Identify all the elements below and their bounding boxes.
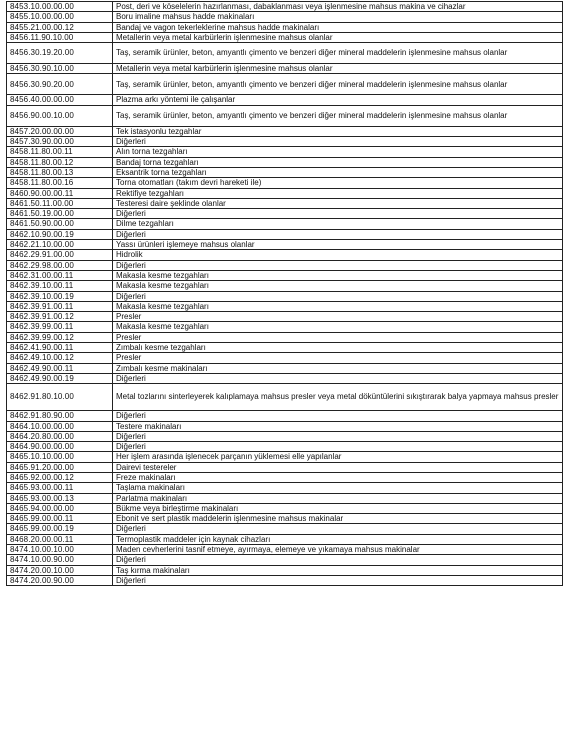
tariff-description: Ebonit ve sert plastik maddelerin işlenmesine mahsus makinalar xyxy=(113,514,563,524)
table-row xyxy=(7,545,563,555)
table-row xyxy=(7,462,563,472)
tariff-code: 8474.20.00.10.00 xyxy=(7,565,113,575)
tariff-code: 8462.39.10.00.19 xyxy=(7,291,113,301)
tariff-code: 8462.49.10.00.12 xyxy=(7,353,113,363)
tariff-code: 8458.11.80.00.13 xyxy=(7,167,113,177)
table-row xyxy=(7,281,563,291)
table-row xyxy=(7,431,563,441)
tariff-description: Diğerleri xyxy=(113,442,563,452)
table-row xyxy=(7,64,563,74)
table-row xyxy=(7,332,563,342)
tariff-description: Diğerleri xyxy=(113,373,563,383)
table-row xyxy=(7,167,563,177)
table-row xyxy=(7,363,563,373)
table-row xyxy=(7,260,563,270)
tariff-description: Freze makinaları xyxy=(113,472,563,482)
tariff-code: 8465.99.00.00.11 xyxy=(7,514,113,524)
table-row xyxy=(7,343,563,353)
tariff-description: Diğerleri xyxy=(113,575,563,585)
tariff-code: 8456.30.90.10.00 xyxy=(7,64,113,74)
tariff-description: Diğerleri xyxy=(113,209,563,219)
table-row xyxy=(7,373,563,383)
table-row xyxy=(7,312,563,322)
tariff-code: 8462.91.80.90.00 xyxy=(7,411,113,421)
tariff-code: 8462.39.91.00.11 xyxy=(7,301,113,311)
tariff-code: 8465.93.00.00.11 xyxy=(7,483,113,493)
table-row xyxy=(7,74,563,95)
table-row xyxy=(7,472,563,482)
tariff-code: 8462.21.10.00.00 xyxy=(7,240,113,250)
table-row xyxy=(7,137,563,147)
tariff-code: 8462.29.91.00.00 xyxy=(7,250,113,260)
tariff-description: Termoplastik maddeler için kaynak cihazları xyxy=(113,534,563,544)
tariff-table-body xyxy=(7,2,563,586)
table-row xyxy=(7,565,563,575)
tariff-description: Presler xyxy=(113,353,563,363)
tariff-table xyxy=(6,1,563,586)
tariff-description: Diğerleri xyxy=(113,260,563,270)
tariff-code: 8464.90.00.00.00 xyxy=(7,442,113,452)
tariff-code: 8468.20.00.00.11 xyxy=(7,534,113,544)
table-row xyxy=(7,514,563,524)
tariff-code: 8457.30.90.00.00 xyxy=(7,137,113,147)
tariff-description: Boru imaline mahsus hadde makinaları xyxy=(113,12,563,22)
tariff-code: 8456.11.90.10.00 xyxy=(7,32,113,42)
tariff-code: 8461.50.90.00.00 xyxy=(7,219,113,229)
tariff-description: Taş kırma makinaları xyxy=(113,565,563,575)
tariff-code: 8462.41.90.00.11 xyxy=(7,343,113,353)
tariff-description: Maden cevherlerini tasnif etmeye, ayırmaya, elemeye ve yıkamaya mahsus makinalar xyxy=(113,545,563,555)
tariff-description: Post, deri ve köselelerin hazırlanması, dabaklanması veya işlenmesine mahsus makina ve cihazlar xyxy=(113,2,563,12)
tariff-code: 8455.21.00.00.12 xyxy=(7,22,113,32)
tariff-code: 8462.31.00.00.11 xyxy=(7,270,113,280)
tariff-code: 8465.91.20.00.00 xyxy=(7,462,113,472)
tariff-description: Makasla kesme tezgahları xyxy=(113,270,563,280)
tariff-code: 8458.11.80.00.16 xyxy=(7,178,113,188)
tariff-code: 8458.11.80.00.12 xyxy=(7,157,113,167)
table-row xyxy=(7,240,563,250)
table-row xyxy=(7,503,563,513)
tariff-description: Metal tozlarını sinterleyerek kalıplamaya mahsus presler veya metal döküntülerini sıkıştırarak balya yapmaya mahsus presler xyxy=(113,384,563,411)
tariff-description: Diğerleri xyxy=(113,555,563,565)
tariff-description: Bandaj torna tezgahları xyxy=(113,157,563,167)
table-row xyxy=(7,384,563,411)
table-row xyxy=(7,2,563,12)
table-row xyxy=(7,291,563,301)
table-row xyxy=(7,322,563,332)
table-row xyxy=(7,250,563,260)
tariff-description: Bandaj ve vagon tekerleklerine mahsus hadde makinaları xyxy=(113,22,563,32)
tariff-description: Presler xyxy=(113,312,563,322)
tariff-code: 8455.10.00.00.00 xyxy=(7,12,113,22)
tariff-description: Rektifiye tezgahları xyxy=(113,188,563,198)
tariff-description: Alın torna tezgahları xyxy=(113,147,563,157)
tariff-description: Diğerleri xyxy=(113,291,563,301)
table-row xyxy=(7,209,563,219)
tariff-code: 8465.92.00.00.12 xyxy=(7,472,113,482)
table-row xyxy=(7,270,563,280)
tariff-description: Bükme veya birleştirme makinaları xyxy=(113,503,563,513)
table-row xyxy=(7,452,563,462)
tariff-description: Eksantrik torna tezgahları xyxy=(113,167,563,177)
document-page xyxy=(6,1,562,586)
tariff-code: 8456.30.19.20.00 xyxy=(7,43,113,64)
tariff-description: Taş, seramik ürünler, beton, amyantlı çimento ve benzeri diğer mineral maddelerin işlenmesine mahsus olanlar xyxy=(113,105,563,126)
tariff-description: Taş, seramik ürünler, beton, amyantlı çimento ve benzeri diğer mineral maddelerin işlenmesine mahsus olanlar xyxy=(113,43,563,64)
tariff-code: 8462.29.98.00.00 xyxy=(7,260,113,270)
tariff-code: 8464.20.80.00.00 xyxy=(7,431,113,441)
tariff-code: 8462.39.10.00.11 xyxy=(7,281,113,291)
tariff-code: 8461.50.11.00.00 xyxy=(7,198,113,208)
table-row xyxy=(7,524,563,534)
table-row xyxy=(7,43,563,64)
tariff-description: Yassı ürünleri işlemeye mahsus olanlar xyxy=(113,240,563,250)
table-row xyxy=(7,575,563,585)
tariff-description: Torna otomatları (takım devri hareketi ile) xyxy=(113,178,563,188)
tariff-code: 8474.20.00.90.00 xyxy=(7,575,113,585)
table-row xyxy=(7,188,563,198)
tariff-code: 8465.10.10.00.00 xyxy=(7,452,113,462)
table-row xyxy=(7,421,563,431)
table-row xyxy=(7,534,563,544)
table-row xyxy=(7,198,563,208)
tariff-code: 8460.90.00.00.11 xyxy=(7,188,113,198)
tariff-description: Diğerleri xyxy=(113,411,563,421)
tariff-description: Zımbalı kesme makinaları xyxy=(113,363,563,373)
tariff-code: 8456.90.00.10.00 xyxy=(7,105,113,126)
tariff-code: 8462.49.90.00.19 xyxy=(7,373,113,383)
tariff-code: 8462.49.90.00.11 xyxy=(7,363,113,373)
table-row xyxy=(7,105,563,126)
tariff-description: Metallerin veya metal karbürlerin işlenmesine mahsus olanlar xyxy=(113,32,563,42)
tariff-description: Tek istasyonlu tezgahlar xyxy=(113,126,563,136)
table-row xyxy=(7,178,563,188)
tariff-code: 8453.10.00.00.00 xyxy=(7,2,113,12)
table-row xyxy=(7,126,563,136)
table-row xyxy=(7,229,563,239)
tariff-code: 8456.30.90.20.00 xyxy=(7,74,113,95)
tariff-code: 8462.39.91.00.12 xyxy=(7,312,113,322)
tariff-description: Makasla kesme tezgahları xyxy=(113,301,563,311)
table-row xyxy=(7,411,563,421)
table-row xyxy=(7,32,563,42)
tariff-description: Presler xyxy=(113,332,563,342)
tariff-description: Testere makinaları xyxy=(113,421,563,431)
table-row xyxy=(7,353,563,363)
tariff-description: Testeresi daire şeklinde olanlar xyxy=(113,198,563,208)
tariff-description: Zımbalı kesme tezgahları xyxy=(113,343,563,353)
table-row xyxy=(7,157,563,167)
table-row xyxy=(7,22,563,32)
table-row xyxy=(7,442,563,452)
tariff-code: 8465.93.00.00.13 xyxy=(7,493,113,503)
table-row xyxy=(7,147,563,157)
tariff-code: 8464.10.00.00.00 xyxy=(7,421,113,431)
tariff-code: 8462.39.99.00.11 xyxy=(7,322,113,332)
tariff-description: Makasla kesme tezgahları xyxy=(113,322,563,332)
table-row xyxy=(7,493,563,503)
tariff-description: Plazma arkı yöntemi ile çalışanlar xyxy=(113,95,563,105)
tariff-code: 8458.11.80.00.11 xyxy=(7,147,113,157)
tariff-description: Makasla kesme tezgahları xyxy=(113,281,563,291)
tariff-description: Hidrolik xyxy=(113,250,563,260)
tariff-description: Taşlama makinaları xyxy=(113,483,563,493)
tariff-code: 8462.10.90.00.19 xyxy=(7,229,113,239)
tariff-description: Her işlem arasında işlenecek parçanın yüklemesi elle yapılanlar xyxy=(113,452,563,462)
tariff-code: 8461.50.19.00.00 xyxy=(7,209,113,219)
table-row xyxy=(7,301,563,311)
tariff-description: Diğerleri xyxy=(113,431,563,441)
tariff-code: 8465.99.00.00.19 xyxy=(7,524,113,534)
table-row xyxy=(7,219,563,229)
tariff-description: Diğerleri xyxy=(113,229,563,239)
table-row xyxy=(7,12,563,22)
tariff-code: 8456.40.00.00.00 xyxy=(7,95,113,105)
tariff-description: Diğerleri xyxy=(113,137,563,147)
tariff-description: Diğerleri xyxy=(113,524,563,534)
tariff-description: Parlatma makinaları xyxy=(113,493,563,503)
tariff-description: Metallerin veya metal karbürlerin işlenmesine mahsus olanlar xyxy=(113,64,563,74)
tariff-code: 8462.39.99.00.12 xyxy=(7,332,113,342)
tariff-description: Dairevi testereler xyxy=(113,462,563,472)
tariff-description: Taş, seramik ürünler, beton, amyantlı çimento ve benzeri diğer mineral maddelerin işlenmesine mahsus olanlar xyxy=(113,74,563,95)
table-row xyxy=(7,555,563,565)
tariff-description: Dilme tezgahları xyxy=(113,219,563,229)
table-row xyxy=(7,95,563,105)
table-row xyxy=(7,483,563,493)
tariff-code: 8474.10.00.10.00 xyxy=(7,545,113,555)
tariff-code: 8462.91.80.10.00 xyxy=(7,384,113,411)
tariff-code: 8465.94.00.00.00 xyxy=(7,503,113,513)
tariff-code: 8457.20.00.00.00 xyxy=(7,126,113,136)
tariff-code: 8474.10.00.90.00 xyxy=(7,555,113,565)
